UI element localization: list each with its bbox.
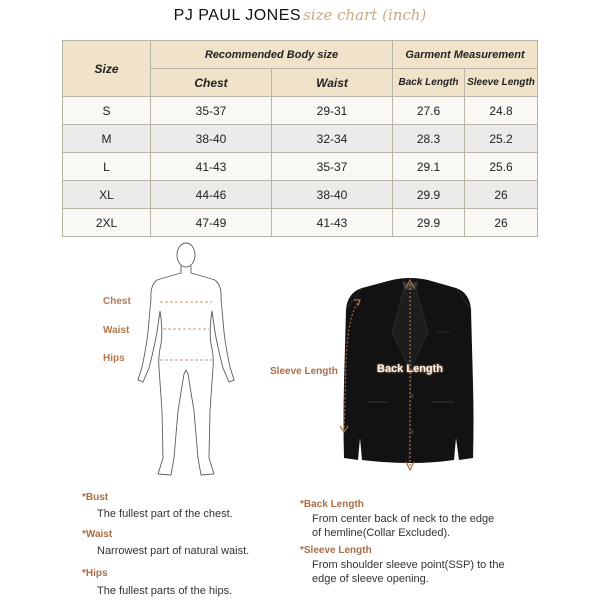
chest-label: Chest	[103, 296, 131, 307]
back-length-cell: 28.3	[393, 125, 465, 153]
size-chart-subtitle: size chart (inch)	[303, 6, 427, 24]
chest-cell: 35-37	[151, 97, 272, 125]
sleeve-length-cell: 24.8	[465, 97, 538, 125]
table-row	[63, 181, 538, 209]
back-length-cell: 27.6	[393, 97, 465, 125]
size-cell: S	[63, 97, 151, 125]
waist-cell: 38-40	[272, 181, 393, 209]
back-length-column-header: Back Length	[393, 69, 465, 97]
size-cell: M	[63, 125, 151, 153]
back-length-definition-title: *Back Length	[300, 499, 364, 510]
bust-definition-text: The fullest part of the chest.	[97, 508, 233, 520]
waist-cell: 29-31	[272, 97, 393, 125]
sleeve-length-definition-title: *Sleeve Length	[300, 545, 372, 556]
size-table	[62, 40, 538, 237]
bust-definition-title: *Bust	[82, 492, 109, 503]
chest-column-header: Chest	[151, 69, 272, 97]
sleeve-length-definition-line-1: From shoulder sleeve point(SSP) to the	[312, 559, 505, 571]
hips-label: Hips	[103, 353, 125, 364]
waist-cell: 35-37	[272, 153, 393, 181]
table-row	[63, 153, 538, 181]
back-length-definition-line-2: of hemline(Collar Excluded).	[312, 527, 451, 539]
waist-column-header: Waist	[272, 69, 393, 97]
sleeve-length-definition-line-2: edge of sleeve opening.	[312, 573, 429, 585]
back-length-cell: 29.9	[393, 181, 465, 209]
sleeve-length-cell: 25.6	[465, 153, 538, 181]
chest-cell: 38-40	[151, 125, 272, 153]
chest-cell: 47-49	[151, 209, 272, 237]
body-outline-figure	[130, 236, 260, 492]
waist-definition-text: Narrowest part of natural waist.	[97, 545, 250, 557]
back-length-definition-line-1: From center back of neck to the edge	[312, 513, 495, 525]
size-cell: L	[63, 153, 151, 181]
chest-cell: 41-43	[151, 153, 272, 181]
waist-cell: 32-34	[272, 125, 393, 153]
chart-title	[0, 6, 600, 25]
waist-definition-title: *Waist	[82, 529, 113, 540]
table-row	[63, 97, 538, 125]
sleeve-length-label: Sleeve Length	[270, 366, 338, 377]
table-row	[63, 209, 538, 237]
size-cell: XL	[63, 181, 151, 209]
sleeve-length-arrow	[334, 296, 364, 436]
back-length-cell: 29.1	[393, 153, 465, 181]
back-length-label: Back Length	[377, 363, 444, 375]
sleeve-length-cell: 26	[465, 209, 538, 237]
body-size-group-header: Recommended Body size	[151, 41, 393, 69]
sleeve-length-cell: 25.2	[465, 125, 538, 153]
garment-group-header: Garment Measurement	[393, 41, 538, 69]
size-cell: 2XL	[63, 209, 151, 237]
chest-cell: 44-46	[151, 181, 272, 209]
back-length-cell: 29.9	[393, 209, 465, 237]
waist-label: Waist	[103, 325, 130, 336]
hips-definition-title: *Hips	[82, 568, 108, 579]
waist-cell: 41-43	[272, 209, 393, 237]
brand-name: PJ PAUL JONES	[173, 7, 302, 24]
sleeve-length-cell: 26	[465, 181, 538, 209]
table-row	[63, 125, 538, 153]
size-header: Size	[63, 41, 151, 97]
hips-definition-text: The fullest parts of the hips.	[97, 585, 233, 597]
sleeve-length-column-header: Sleeve Length	[465, 69, 538, 97]
